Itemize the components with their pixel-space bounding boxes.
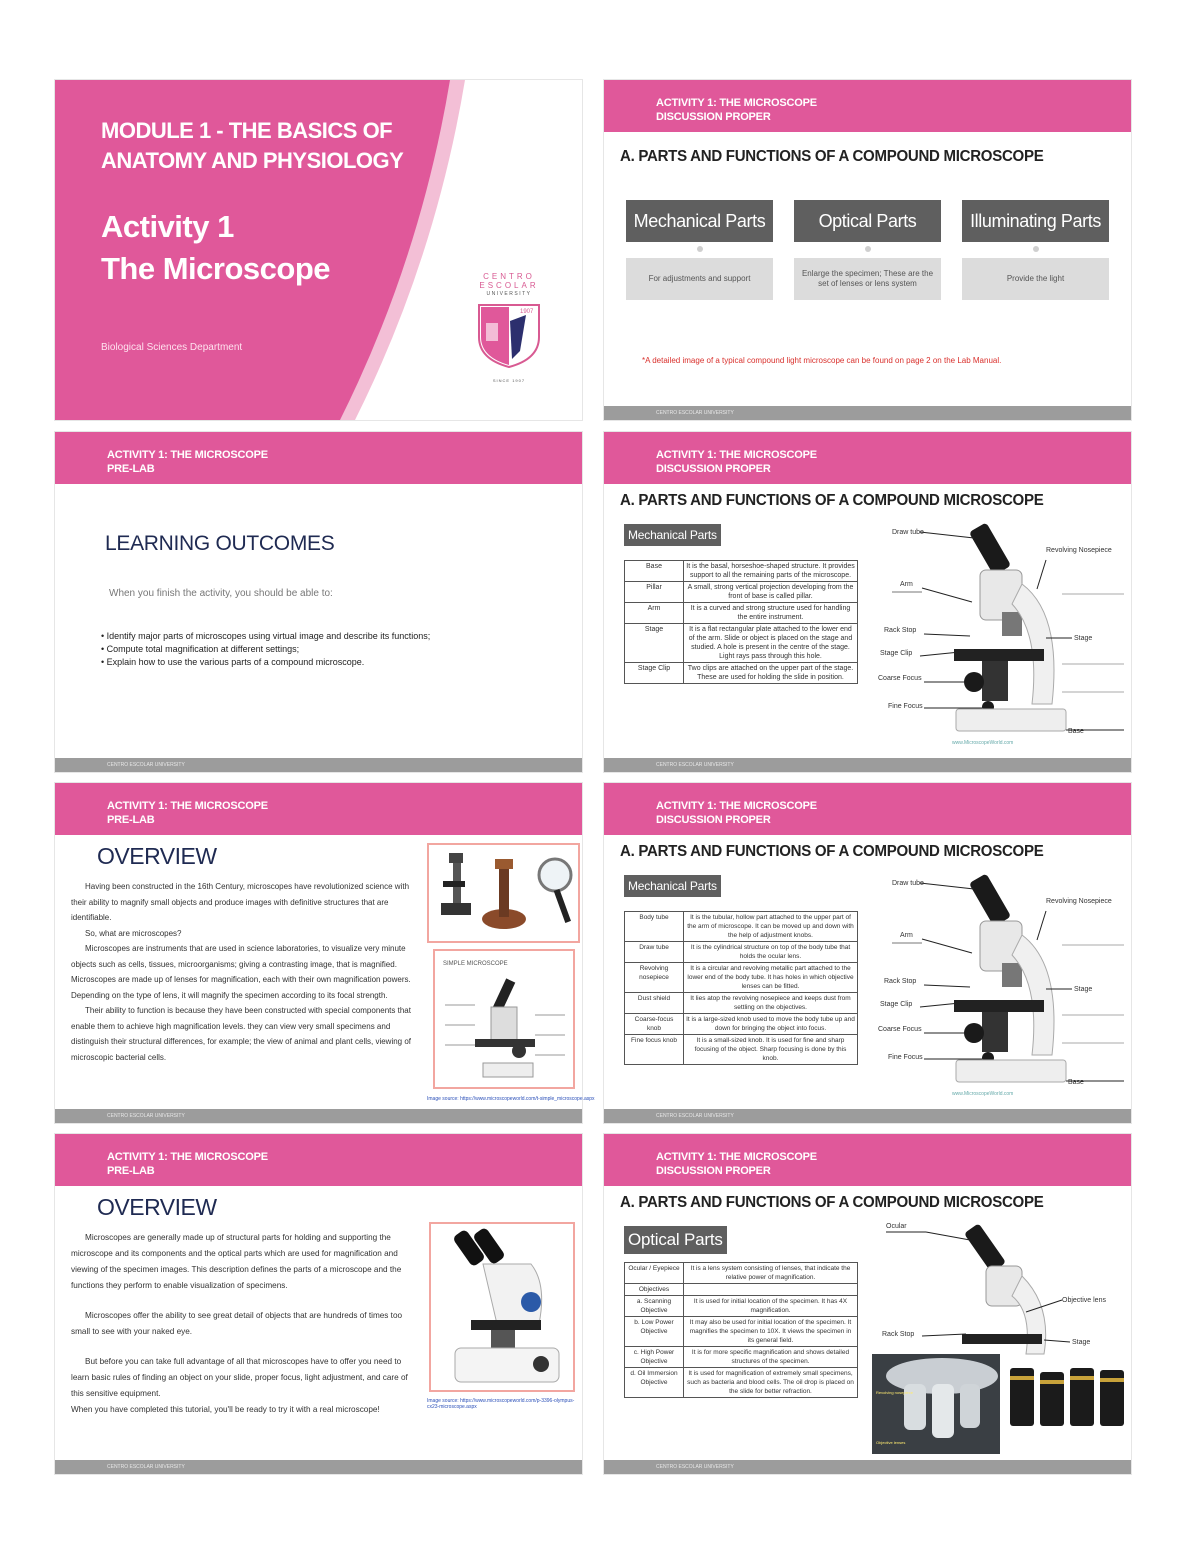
simple-microscope-figure bbox=[433, 949, 575, 1089]
header-line1: ACTIVITY 1: THE MICROSCOPE bbox=[656, 1151, 817, 1163]
leader-line bbox=[1037, 911, 1046, 940]
leader-line bbox=[920, 532, 974, 538]
logo-line1: CENTRO bbox=[483, 272, 535, 281]
table-row bbox=[625, 603, 858, 624]
table-row bbox=[625, 663, 858, 684]
leader-line bbox=[1037, 560, 1046, 589]
leader-line bbox=[922, 1334, 966, 1336]
label-arm: Arm bbox=[900, 581, 913, 588]
part-function: It is a large-sized knob used to move the body tube up and down for bringing the object into focus. bbox=[684, 1014, 858, 1035]
label-revolving-nosepiece: Revolving Nosepiece bbox=[1046, 898, 1112, 905]
part-function: It is a small-sized knob. It is used for fine and sharp focusing of the object. Sharp focusing is done by this knob. bbox=[684, 1035, 858, 1065]
label-fine-focus: Fine Focus bbox=[888, 703, 923, 710]
mechanical-parts-desc: For adjustments and support bbox=[626, 258, 773, 300]
part-function: It lies atop the revolving nosepiece and keeps dust from settling on the objectives. bbox=[684, 993, 858, 1014]
connector-dot bbox=[1033, 246, 1039, 252]
part-name: Coarse-focus knob bbox=[625, 1014, 684, 1035]
overview-text bbox=[71, 1230, 416, 1418]
slide-parts-overview bbox=[604, 80, 1131, 420]
label-fine-focus: Fine Focus bbox=[888, 1054, 923, 1061]
photo-label-nosepiece: Revolving nosepiece bbox=[876, 1390, 913, 1395]
header-line2: PRE-LAB bbox=[107, 463, 155, 475]
part-name: Revolving nosepiece bbox=[625, 963, 684, 993]
mechanical-parts-label: Mechanical Parts bbox=[624, 875, 721, 897]
label-coarse-focus: Coarse Focus bbox=[878, 1026, 922, 1033]
header-line1: ACTIVITY 1: THE MICROSCOPE bbox=[107, 800, 268, 812]
table-row bbox=[625, 1347, 858, 1368]
paragraph: Their ability to function is because they have been constructed with special components that enable them to achieve high magnification levels. they can view very small specimens and distinguish their structural differences, for example; the view of animal and plant cells, viewing of microscopic bacterial cells. bbox=[71, 1006, 412, 1062]
mechanical-parts-label: Mechanical Parts bbox=[624, 524, 721, 546]
overview-title: OVERVIEW bbox=[97, 843, 217, 869]
slide-footer: CENTRO ESCOLAR UNIVERSITY bbox=[604, 1109, 1131, 1123]
table-row bbox=[625, 912, 858, 942]
logo-line3: UNIVERSITY bbox=[486, 291, 532, 297]
slide-footer: CENTRO ESCOLAR UNIVERSITY bbox=[604, 758, 1131, 772]
slide-header bbox=[604, 1134, 1131, 1186]
parts-table bbox=[624, 560, 858, 684]
label-draw-tube: Draw tube bbox=[892, 880, 924, 887]
header-line2: DISCUSSION PROPER bbox=[656, 463, 771, 475]
leader-line bbox=[920, 883, 974, 889]
connector-dot bbox=[697, 246, 703, 252]
label-coarse-focus: Coarse Focus bbox=[878, 675, 922, 682]
label-stage: Stage bbox=[1074, 635, 1093, 642]
overview-text bbox=[71, 879, 416, 1065]
slide-learning-outcomes bbox=[55, 432, 582, 772]
title-slide bbox=[55, 80, 582, 420]
part-name: a. Scanning Objective bbox=[625, 1296, 684, 1317]
label-objective-lens: Objective lens bbox=[1062, 1297, 1106, 1304]
simple-microscope-image bbox=[435, 975, 573, 1085]
part-name: d. Oil Immersion Objective bbox=[625, 1368, 684, 1398]
table-row bbox=[625, 1284, 858, 1296]
learning-outcomes-intro: When you finish the activity, you should be able to: bbox=[109, 588, 333, 599]
activity-number: Activity 1 bbox=[101, 209, 234, 244]
label-rack-stop: Rack Stop bbox=[882, 1331, 915, 1338]
part-name: Dust shield bbox=[625, 993, 684, 1014]
leader-line bbox=[924, 634, 970, 636]
photo-label-objectives: Objective lenses bbox=[876, 1440, 906, 1445]
slide-mechanical-parts-2 bbox=[604, 783, 1131, 1123]
part-name: Ocular / Eyepiece bbox=[625, 1263, 684, 1284]
logo-line2: ESCOLAR bbox=[479, 281, 539, 290]
table-row bbox=[625, 1368, 858, 1398]
optical-parts-box: Optical Parts bbox=[794, 200, 941, 242]
header-line1: ACTIVITY 1: THE MICROSCOPE bbox=[107, 1151, 268, 1163]
optical-diagram bbox=[866, 1216, 1130, 1356]
logo-motto: SINCE 1907 bbox=[492, 378, 526, 383]
label-rack-stop: Rack Stop bbox=[884, 978, 917, 985]
part-name: Fine focus knob bbox=[625, 1035, 684, 1065]
part-function: It is for more specific magnification and shows detailed structures of the specimen. bbox=[684, 1347, 858, 1368]
leader-line bbox=[924, 985, 970, 987]
part-function: It is used for initial location of the specimen. It has 4X magnification. bbox=[684, 1296, 858, 1317]
paragraph: Having been constructed in the 16th Century, microscopes have revolutionized science with their ability to magnify small objects and produce images with definitive structures that are identifiable. bbox=[71, 882, 410, 922]
list-item: • Compute total magnification at different settings; bbox=[101, 643, 430, 656]
slide-header bbox=[55, 1134, 582, 1186]
activity-title bbox=[101, 206, 421, 290]
department-label: Biological Sciences Department bbox=[101, 342, 243, 353]
table-row bbox=[625, 582, 858, 603]
table-row bbox=[625, 993, 858, 1014]
microscope-diagram bbox=[862, 514, 1130, 758]
slide-mechanical-parts-1 bbox=[604, 432, 1131, 772]
label-arm: Arm bbox=[900, 932, 913, 939]
shield-icon bbox=[476, 301, 542, 369]
image-source-link[interactable]: Image source: https://www.microscopeworld.com/p-3396-olympus-cx23-microscope.aspx bbox=[427, 1398, 575, 1410]
connector-dot bbox=[865, 246, 871, 252]
slide-optical-parts bbox=[604, 1134, 1131, 1474]
leader-line bbox=[1044, 1340, 1070, 1342]
slide-footer: CENTRO ESCOLAR UNIVERSITY bbox=[55, 1109, 582, 1123]
illuminating-parts-desc: Provide the light bbox=[962, 258, 1109, 300]
header-line2: DISCUSSION PROPER bbox=[656, 814, 771, 826]
part-function: It is a flat rectangular plate attached to the lower end of the arm. Slide or object is placed on the stage and studied. A hole is present in the centre of the stage. Light rays pass through this hole. bbox=[684, 624, 858, 663]
leader-line bbox=[926, 1232, 970, 1240]
header-line2: PRE-LAB bbox=[107, 1165, 155, 1177]
part-function: It is the cylindrical structure on top of the body tube that holds the ocular lens. bbox=[684, 942, 858, 963]
compound-microscope-image bbox=[431, 1224, 573, 1390]
section-title: A. PARTS AND FUNCTIONS OF A COMPOUND MICROSCOPE bbox=[620, 1194, 1044, 1211]
label-revolving-nosepiece: Revolving Nosepiece bbox=[1046, 547, 1112, 554]
parts-table bbox=[624, 911, 858, 1065]
university-logo bbox=[473, 272, 545, 385]
slide-header bbox=[55, 783, 582, 835]
section-title: A. PARTS AND FUNCTIONS OF A COMPOUND MICROSCOPE bbox=[620, 843, 1044, 860]
optical-parts-label: Optical Parts bbox=[624, 1226, 727, 1254]
header-line1: ACTIVITY 1: THE MICROSCOPE bbox=[656, 800, 817, 812]
leader-line bbox=[922, 588, 972, 602]
part-function: It is a curved and strong structure used for handling the entire instrument. bbox=[684, 603, 858, 624]
lab-manual-note: *A detailed image of a typical compound light microscope can be found on page 2 on the Lab Manual. bbox=[642, 356, 1002, 365]
table-row bbox=[625, 1035, 858, 1065]
leader-line bbox=[922, 939, 972, 953]
list-item: • Explain how to use the various parts of a compound microscope. bbox=[101, 656, 430, 669]
label-base: Base bbox=[1068, 728, 1084, 735]
microscope-photos bbox=[427, 843, 580, 943]
part-function: It may also be used for initial location of the specimen. It magnifies the specimen to 10X. It views the specimen in its general field. bbox=[684, 1317, 858, 1347]
slide-header bbox=[604, 80, 1131, 132]
part-function bbox=[684, 1284, 858, 1296]
table-row bbox=[625, 561, 858, 582]
image-source-link[interactable]: Image source: https://www.microscopeworld.com/t-simple_microscope.aspx bbox=[427, 1096, 595, 1102]
header-line2: DISCUSSION PROPER bbox=[656, 1165, 771, 1177]
table-row bbox=[625, 1317, 858, 1347]
paragraph: Microscopes are generally made up of structural parts for holding and supporting the microscope and its components and the optical parts which are used for magnification and viewing of the specimen images. This description defines the parts of a microscope and the functions they perform to enable visualization of specimens. bbox=[71, 1233, 402, 1290]
label-stage-clip: Stage Clip bbox=[880, 650, 913, 657]
paragraph: Microscopes offer the ability to see great detail of objects that are hundreds of times too small to see with your naked eye. bbox=[71, 1311, 403, 1336]
microscopes-image bbox=[429, 845, 578, 941]
optical-parts-desc: Enlarge the specimen; These are the set of lenses or lens system bbox=[794, 258, 941, 300]
overview-title: OVERVIEW bbox=[97, 1194, 217, 1220]
slide-header bbox=[604, 783, 1131, 835]
paragraph: When you have completed this tutorial, you'll be ready to try it with a real microscope! bbox=[71, 1405, 380, 1414]
part-name: Draw tube bbox=[625, 942, 684, 963]
part-function: It is a circular and revolving metallic part attached to the lower end of the body tube. It has holes in which objective lenses can be fitted. bbox=[684, 963, 858, 993]
microscope-diagram bbox=[862, 865, 1130, 1109]
table-row bbox=[625, 1296, 858, 1317]
compound-microscope-photo bbox=[429, 1222, 575, 1392]
slide-overview-2 bbox=[55, 1134, 582, 1474]
table-row bbox=[625, 963, 858, 993]
header-line1: ACTIVITY 1: THE MICROSCOPE bbox=[107, 449, 268, 461]
activity-subtitle: The Microscope bbox=[101, 251, 330, 286]
table-row bbox=[625, 942, 858, 963]
label-rack-stop: Rack Stop bbox=[884, 627, 917, 634]
part-function: It is the tubular, hollow part attached to the upper part of the arm of microscope. It can be moved up and down with the help of adjustment knobs. bbox=[684, 912, 858, 942]
label-website: www.MicroscopeWorld.com bbox=[952, 1091, 1014, 1097]
part-name: Stage bbox=[625, 624, 684, 663]
slide-footer: CENTRO ESCOLAR UNIVERSITY bbox=[55, 758, 582, 772]
illuminating-parts-box: Illuminating Parts bbox=[962, 200, 1109, 242]
paragraph: Microscopes are instruments that are used in science laboratories, to visualize very minute objects such as cells, tissues, microorganisms; giving a contrasting image, that is magnified. Microscopes are made up of lenses for magnification, each with their own magnification powers. Depending on the type of lens, it will magnify the specimen according to its focal strength. bbox=[71, 944, 411, 1000]
slide-footer: CENTRO ESCOLAR UNIVERSITY bbox=[55, 1460, 582, 1474]
label-ocular: Ocular bbox=[886, 1223, 907, 1230]
slide-footer: CENTRO ESCOLAR UNIVERSITY bbox=[604, 406, 1131, 420]
table-row bbox=[625, 1014, 858, 1035]
logo-year: 1907 bbox=[520, 309, 534, 315]
label-draw-tube: Draw tube bbox=[892, 529, 924, 536]
part-name: Arm bbox=[625, 603, 684, 624]
slide-overview-1 bbox=[55, 783, 595, 1123]
part-name: Objectives bbox=[625, 1284, 684, 1296]
label-website: www.MicroscopeWorld.com bbox=[952, 740, 1014, 746]
part-name: Base bbox=[625, 561, 684, 582]
learning-outcomes-list bbox=[101, 630, 430, 669]
slide-footer: CENTRO ESCOLAR UNIVERSITY bbox=[604, 1460, 1131, 1474]
label-stage: Stage bbox=[1072, 1339, 1091, 1346]
paragraph: So, what are microscopes? bbox=[85, 928, 182, 938]
nosepiece-photo bbox=[872, 1354, 1000, 1454]
label-stage-clip: Stage Clip bbox=[880, 1001, 913, 1008]
mechanical-parts-box: Mechanical Parts bbox=[626, 200, 773, 242]
part-function: It is a lens system consisting of lenses, that indicate the relative power of magnification. bbox=[684, 1263, 858, 1284]
part-name: c. High Power Objective bbox=[625, 1347, 684, 1368]
objective-lenses-photo bbox=[1006, 1360, 1130, 1432]
part-name: Body tube bbox=[625, 912, 684, 942]
table-row bbox=[625, 624, 858, 663]
figure-label: SIMPLE MICROSCOPE bbox=[443, 961, 508, 967]
header-line2: DISCUSSION PROPER bbox=[656, 111, 771, 123]
label-stage: Stage bbox=[1074, 986, 1093, 993]
header-line1: ACTIVITY 1: THE MICROSCOPE bbox=[656, 449, 817, 461]
part-function: Two clips are attached on the upper part of the stage. These are used for holding the slide in position. bbox=[684, 663, 858, 684]
header-line1: ACTIVITY 1: THE MICROSCOPE bbox=[656, 97, 817, 109]
microscope-illustration bbox=[962, 1223, 1046, 1354]
part-function: A small, strong vertical projection developing from the front of base is called pillar. bbox=[684, 582, 858, 603]
part-function: It is used for magnification of extremely small specimens, such as bacteria and blood cells. The oil drop is placed on the slide for better refraction. bbox=[684, 1368, 858, 1398]
label-base: Base bbox=[1068, 1079, 1084, 1086]
slide-header bbox=[604, 432, 1131, 484]
parts-table bbox=[624, 1262, 858, 1398]
header-line2: PRE-LAB bbox=[107, 814, 155, 826]
part-function: It is the basal, horseshoe-shaped structure. It provides support to all the remaining parts of the microscope. bbox=[684, 561, 858, 582]
learning-outcomes-title: LEARNING OUTCOMES bbox=[105, 532, 335, 555]
paragraph: But before you can take full advantage of all that microscopes have to offer you need to learn basic rules of finding an object on your slide, proper focus, light adjustment, and care of this sensitive equipment. bbox=[71, 1357, 408, 1398]
section-title: A. PARTS AND FUNCTIONS OF A COMPOUND MICROSCOPE bbox=[620, 148, 1044, 165]
list-item: • Identify major parts of microscopes using virtual image and describe its functions; bbox=[101, 630, 430, 643]
section-title: A. PARTS AND FUNCTIONS OF A COMPOUND MICROSCOPE bbox=[620, 492, 1044, 509]
part-name: Stage Clip bbox=[625, 663, 684, 684]
table-row bbox=[625, 1263, 858, 1284]
module-title: MODULE 1 - THE BASICS OF ANATOMY AND PHYSIOLOGY bbox=[101, 118, 404, 173]
slide-header bbox=[55, 432, 582, 484]
part-name: b. Low Power Objective bbox=[625, 1317, 684, 1347]
part-name: Pillar bbox=[625, 582, 684, 603]
